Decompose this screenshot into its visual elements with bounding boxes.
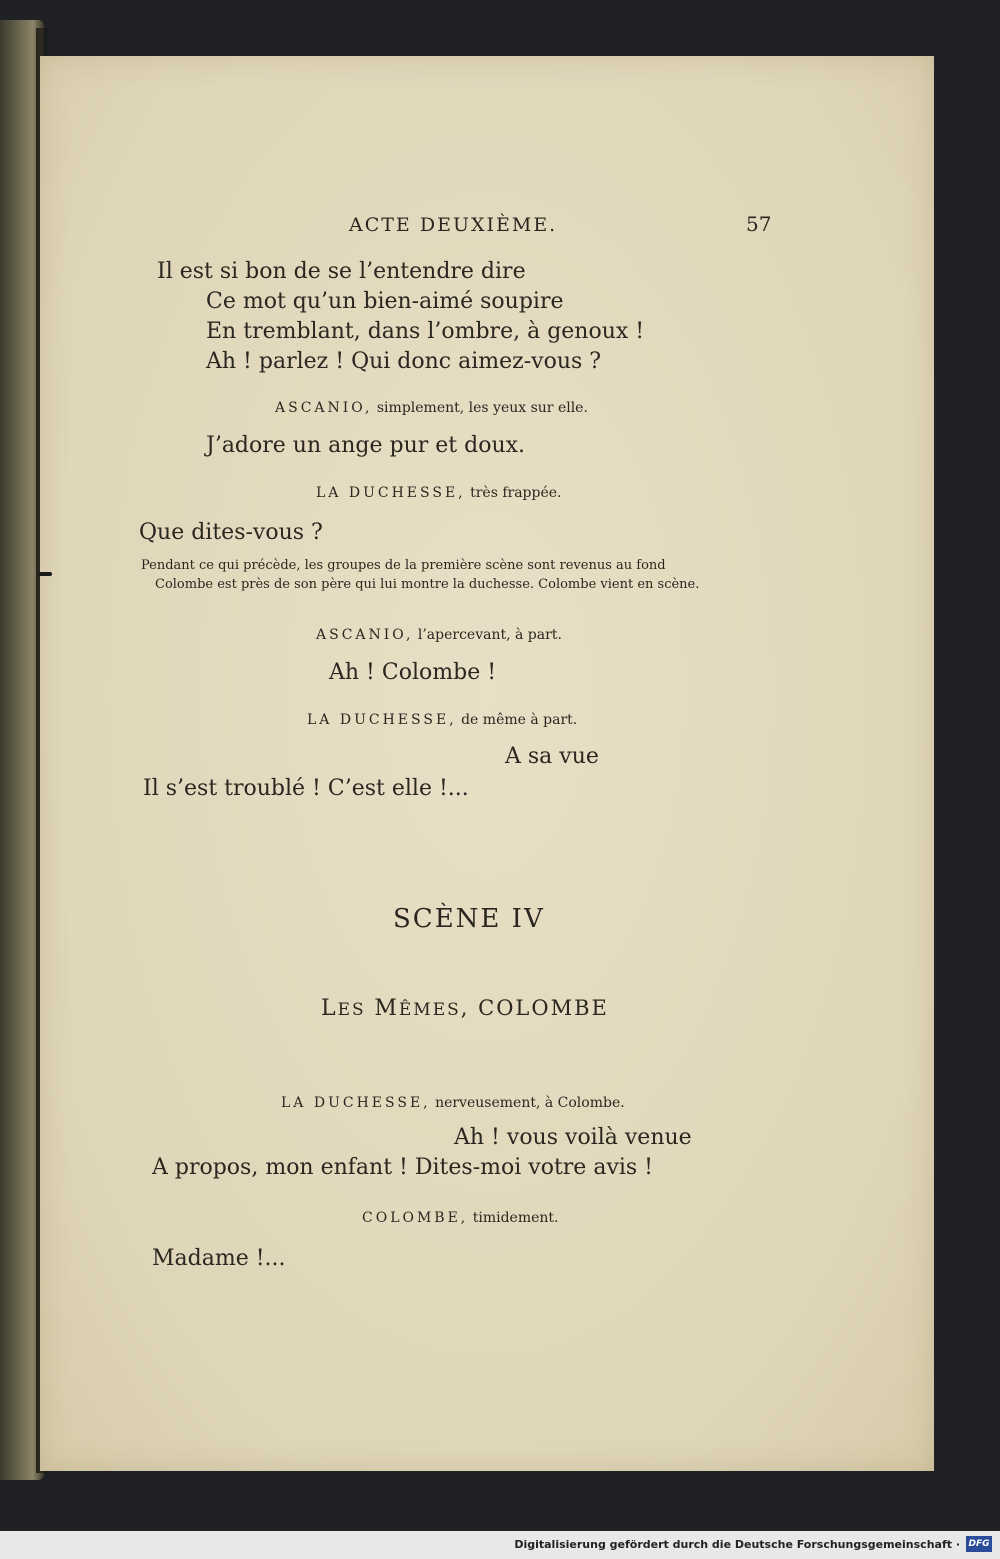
verse-line: A propos, mon enfant ! Dites-moi votre avis ! (152, 1155, 654, 1180)
stage-direction: Colombe est près de son père qui lui montre la duchesse. Colombe vient en scène. (155, 577, 700, 592)
speaker-cue (275, 400, 588, 416)
verse-line: Ce mot qu’un bien-aimé soupire (206, 289, 564, 314)
stage-direction: Pendant ce qui précède, les groupes de la première scène sont revenus au fond (141, 558, 666, 573)
speaker-cue (307, 712, 577, 728)
speaker-cue (362, 1210, 558, 1226)
page-number: 57 (746, 212, 772, 236)
digitization-footer (0, 1531, 1000, 1559)
scene-title: SCÈNE IV (393, 904, 545, 934)
speaker-direction: simplement, les yeux sur elle. (376, 400, 588, 416)
verse-line: A sa vue (505, 744, 599, 769)
verse-line: Ah ! vous voilà venue (454, 1125, 692, 1150)
funding-credit: Digitalisierung gefördert durch die Deutsche Forschungsgemeinschaft · (514, 1538, 960, 1551)
book-page (40, 56, 934, 1471)
speaker-direction: timidement. (472, 1210, 559, 1226)
speaker-cue (281, 1095, 625, 1111)
speaker-name: LA DUCHESSE, (307, 712, 457, 728)
running-title: ACTE DEUXIÈME. (349, 214, 558, 236)
verse-line: Que dites-vous ? (139, 520, 323, 545)
speaker-name: ASCANIO, (316, 627, 414, 643)
verse-line: En tremblant, dans l’ombre, à genoux ! (206, 319, 645, 344)
speaker-direction: de même à part. (461, 712, 578, 728)
speaker-name: LA DUCHESSE, (316, 485, 466, 501)
margin-mark (38, 572, 52, 576)
speaker-cue (316, 627, 562, 643)
speaker-name: LA DUCHESSE, (281, 1095, 431, 1111)
verse-line: Il est si bon de se l’entendre dire (157, 259, 526, 284)
speaker-direction: très frappée. (470, 485, 562, 501)
speaker-direction: l’apercevant, à part. (417, 627, 562, 643)
speaker-name: ASCANIO, (275, 400, 373, 416)
speaker-cue (316, 485, 562, 501)
verse-line: Il s’est troublé ! C’est elle !... (143, 776, 469, 801)
verse-line: Ah ! parlez ! Qui donc aimez-vous ? (206, 349, 602, 374)
speaker-direction: nerveusement, à Colombe. (435, 1095, 625, 1111)
verse-line: Madame !... (152, 1246, 286, 1271)
verse-line: Ah ! Colombe ! (329, 660, 497, 685)
dramatis-personae: LES MÊMES, COLOMBE (321, 996, 609, 1021)
dfg-logo: DFG (966, 1536, 992, 1552)
verse-line: J’adore un ange pur et doux. (206, 433, 526, 458)
speaker-name: COLOMBE, (362, 1210, 469, 1226)
